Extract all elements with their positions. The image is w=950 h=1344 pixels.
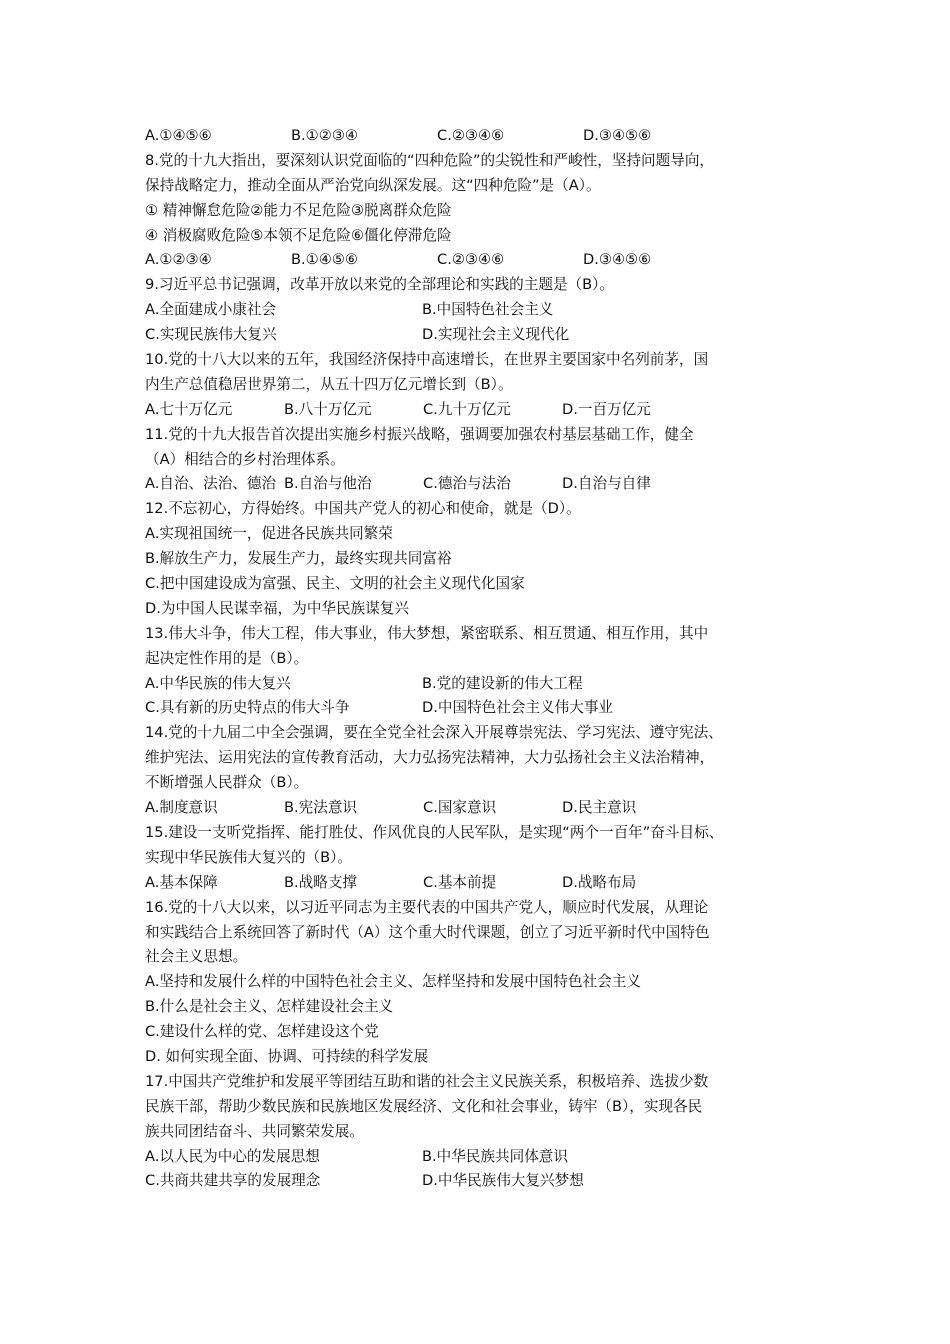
answer-option: A.①④⑤⑥ [145, 127, 212, 144]
text-line: 9.习近平总书记强调，改革开放以来党的全部理论和实践的主题是（B）。 [145, 276, 615, 294]
answer-option: D.一百万亿元 [562, 400, 651, 418]
text-line: 10.党的十八大以来的五年，我国经济保持中高速增长，在世界主要国家中名列前茅，国 [145, 351, 709, 369]
answer-option: B.八十万亿元 [284, 400, 372, 418]
answer-option: A.以人民为中心的发展思想 [145, 1147, 320, 1165]
answer-option: B.中华民族共同体意识 [422, 1147, 568, 1165]
answer-option: B.①②③④ [291, 127, 358, 144]
answer-options-row [145, 672, 815, 697]
answer-options-row [145, 1169, 815, 1194]
answer-options-row [145, 298, 815, 323]
text-line: C.把中国建设成为富强、民主、文明的社会主义现代化国家 [145, 575, 525, 593]
answer-option: B.宪法意识 [284, 799, 358, 817]
text-line: 和实践结合上系统回答了新时代（A）这个重大时代课题，创立了习近平新时代中国特色 [145, 923, 710, 941]
text-line: D.为中国人民谋幸福，为中华民族谋复兴 [145, 599, 409, 617]
text-line: 保持战略定力，推动全面从严治党向纵深发展。这“四种危险”是（A）。 [145, 176, 601, 194]
answer-option: C.实现民族伟大复兴 [145, 326, 277, 344]
answer-option: B.①④⑤⑥ [291, 251, 358, 269]
answer-options-row [145, 323, 815, 348]
text-line: 内生产总值稳居世界第二，从五十四万亿元增长到（B）。 [145, 375, 513, 393]
answer-options-row [145, 124, 815, 149]
answer-option: B.自治与他治 [284, 475, 372, 493]
answer-option: C.共商共建共享的发展理念 [145, 1172, 321, 1190]
text-line: ① 精神懈怠危险②能力不足危险③脱离群众危险 [145, 201, 452, 219]
answer-option: A.基本保障 [145, 873, 218, 891]
text-line: 社会主义思想。 [145, 948, 248, 966]
text-line: B.什么是社会主义、怎样建设社会主义 [145, 998, 394, 1016]
answer-option: B.中国特色社会主义 [422, 301, 554, 319]
answer-option: A.制度意识 [145, 799, 218, 817]
answer-option: A.七十万亿元 [145, 400, 233, 418]
text-line: ④ 消极腐败危险⑤本领不足危险⑥僵化停滞危险 [145, 226, 452, 244]
text-line: （A）相结合的乡村治理体系。 [145, 450, 345, 468]
answer-option: C.具有新的历史特点的伟大斗争 [145, 699, 350, 717]
answer-option: A.①②③④ [145, 251, 212, 269]
text-line: 8.党的十九大指出，要深刻认识党面临的“四种危险”的尖锐性和严峻性，坚持问题导向， [145, 151, 715, 169]
answer-options-row [145, 871, 815, 896]
text-line: 16.党的十八大以来，以习近平同志为主要代表的中国共产党人，顺应时代发展，从理论 [145, 898, 709, 916]
answer-option: C.②③④⑥ [437, 251, 505, 269]
answer-options-row [145, 696, 815, 721]
answer-options-row [145, 398, 815, 423]
answer-option: A.全面建成小康社会 [145, 301, 277, 319]
text-line: 民族干部，帮助少数民族和民族地区发展经济、文化和社会事业，铸牢（B），实现各民 [145, 1097, 703, 1115]
text-line: 不断增强人民群众（B）。 [145, 774, 309, 792]
text-line: 13.伟大斗争，伟大工程，伟大事业，伟大梦想，紧密联系、相互贯通、相互作用，其中 [145, 624, 709, 642]
text-line: 14.党的十九届二中全会强调，要在全党全社会深入开展尊崇宪法、学习宪法、遵守宪法、 [145, 724, 723, 742]
text-line: 族共同团结奋斗、共同繁荣发展。 [145, 1122, 364, 1140]
text-line: A.实现祖国统一，促进各民族共同繁荣 [145, 525, 393, 543]
question-list [145, 124, 815, 1194]
answer-option: C.德治与法治 [423, 475, 511, 493]
answer-option: D.自治与自律 [562, 475, 651, 493]
text-line: 17.中国共产党维护和发展平等团结互助和谐的社会主义民族关系，积极培养、选拔少数 [145, 1072, 709, 1090]
answer-options-row [145, 248, 815, 273]
answer-option: D.③④⑤⑥ [583, 127, 652, 144]
answer-option: D.中华民族伟大复兴梦想 [422, 1172, 584, 1190]
text-line: D. 如何实现全面、协调、可持续的科学发展 [145, 1047, 429, 1065]
text-line: 起决定性作用的是（B）。 [145, 649, 309, 667]
answer-option: D.实现社会主义现代化 [422, 326, 570, 344]
answer-option: D.③④⑤⑥ [583, 251, 652, 269]
answer-option: A.自治、法治、德治 [145, 475, 277, 493]
text-line: 实现中华民族伟大复兴的（B）。 [145, 848, 353, 866]
answer-option: C.国家意识 [423, 799, 497, 817]
text-line: 12.不忘初心，方得始终。中国共产党人的初心和使命，就是（D）。 [145, 500, 581, 518]
answer-options-row [145, 472, 815, 497]
answer-option: D.中国特色社会主义伟大事业 [422, 699, 614, 717]
answer-options-row [145, 796, 815, 821]
answer-option: B.党的建设新的伟大工程 [422, 674, 583, 692]
answer-option: B.战略支撑 [284, 873, 358, 891]
answer-option: C.②③④⑥ [437, 127, 505, 144]
text-line: A.坚持和发展什么样的中国特色社会主义、怎样坚持和发展中国特色社会主义 [145, 973, 641, 991]
answer-option: C.九十万亿元 [423, 400, 511, 418]
answer-option: D.民主意识 [562, 799, 637, 817]
answer-option: C.基本前提 [423, 873, 497, 891]
answer-options-row [145, 1145, 815, 1170]
answer-option: A.中华民族的伟大复兴 [145, 674, 291, 692]
text-line: C.建设什么样的党、怎样建设这个党 [145, 1023, 379, 1041]
text-line: 15.建设一支听党指挥、能打胜仗、作风优良的人民军队，是实现“两个一百年”奋斗目标、 [145, 823, 724, 841]
text-line: B.解放生产力，发展生产力，最终实现共同富裕 [145, 550, 452, 568]
text-line: 维护宪法、运用宪法的宣传教育活动，大力弘扬宪法精神，大力弘扬社会主义法治精神， [145, 749, 715, 767]
text-line: 11.党的十九大报告首次提出实施乡村振兴战略，强调要加强农村基层基础工作，健全 [145, 425, 694, 443]
answer-option: D.战略布局 [562, 873, 637, 891]
